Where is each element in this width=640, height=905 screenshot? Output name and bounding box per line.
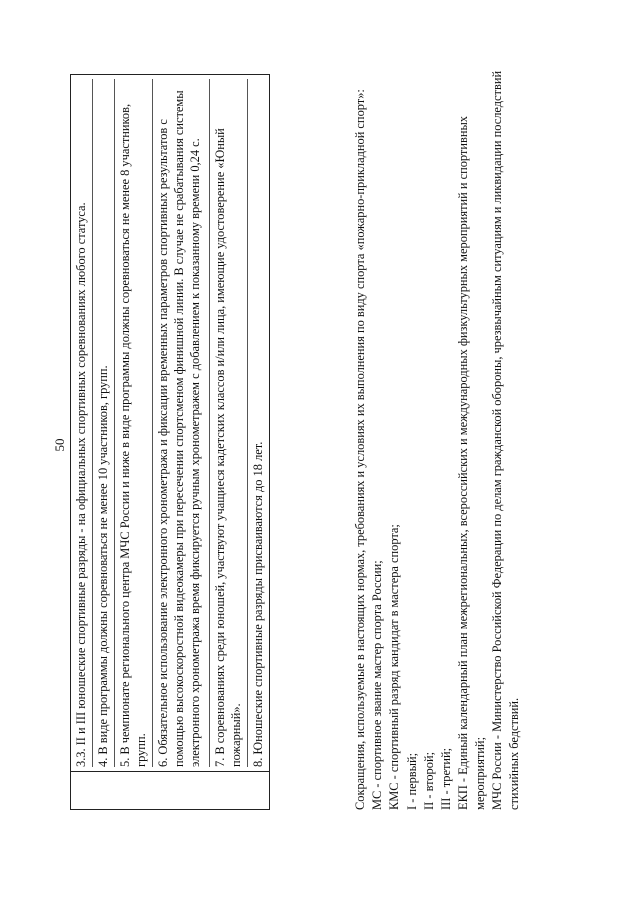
abbreviation-item: I - первый;: [404, 752, 419, 810]
abbreviation-item: ЕКП - Единый календарный план межрегиональных, всероссийских и международных физкультурных мероприятий и спортивных мероприятий;: [456, 116, 487, 810]
table-notes-cell: [71, 75, 270, 772]
table-note-item: 7. В соревнованиях среди юношей, участвуют учащиеся кадетских классов и/или лица, имеющие удостоверение «Юный пожарный».: [210, 79, 248, 767]
abbreviation-item: МС - спортивное звание мастер спорта России;: [370, 560, 385, 810]
table-left-cell: [71, 772, 270, 810]
page-number: 50: [52, 438, 67, 452]
table-note-item: 4. В виде программы должны соревноваться не менее 10 участников, групп.: [93, 79, 115, 767]
table-note-item: 6. Обязательное использование электронного хронометража и фиксации временных параметров спортивных результатов с помощью высокоскоростной видеокамеры при пересечении спортсменом финишной линии. В случае не срабатывания системы электронного хронометража время фиксируется ручным хронометражем с добавлением к показанному времени 0,24 с.: [153, 79, 210, 767]
abbreviation-item: II - второй;: [421, 751, 436, 810]
abbreviation-item: КМС - спортивный разряд кандидат в мастера спорта;: [387, 524, 402, 810]
table-note-item: 8. Юношеские спортивные разряды присваиваются до 18 лет.: [251, 441, 265, 767]
norms-table: [70, 74, 270, 810]
abbreviation-item: МЧС России - Министерство Российской Федерации по делам гражданской обороны, чрезвычайным ситуациям и ликвидации последствий стихийных бедствий.: [490, 70, 521, 810]
table-row: [71, 75, 270, 810]
abbreviations-intro: Сокращения, используемые в настоящих нормах, требованиях и условиях их выполнения по виду спорта «пожарно-прикладной спорт»:: [353, 89, 367, 810]
table-note-item: 3.3. II и III юношеские спортивные разряды - на официальных спортивных соревнованиях любого статуса.: [71, 79, 93, 767]
table-note-item: 5. В чемпионате регионального центра МЧС России и ниже в виде программы должны соревноваться не менее 8 участников, групп.: [115, 79, 153, 767]
abbreviation-item: III - третий;: [438, 747, 453, 810]
abbreviations-section: [352, 70, 523, 810]
